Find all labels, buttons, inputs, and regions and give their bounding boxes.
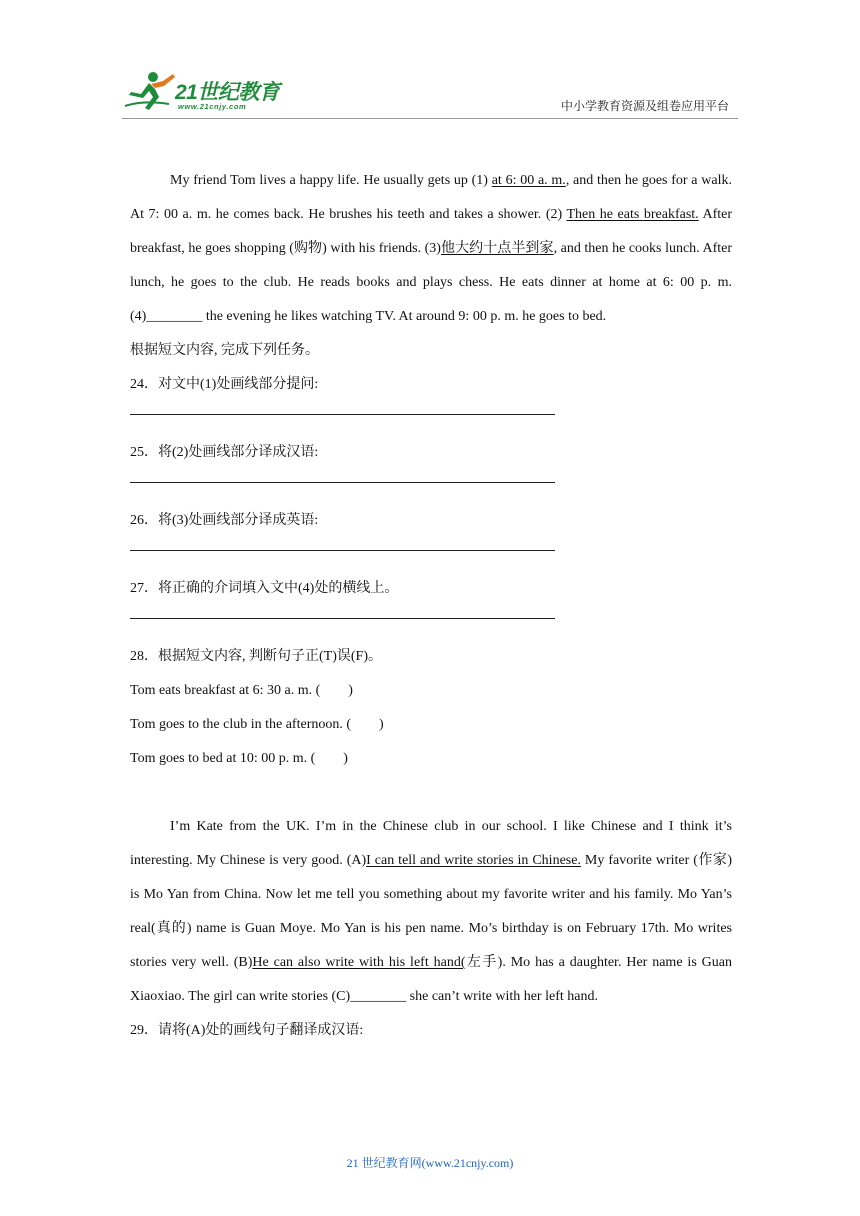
passage-2-text: 左手). Mo has a daughter. Her name is Guan Xiaoxiao. The girl can write stories (C)________ she can’t write with her left hand. [130, 955, 732, 1004]
header-divider [122, 118, 738, 119]
passage-1-text: My friend Tom lives a happy life. He usually gets up (1) [170, 173, 492, 188]
underline-b: He can also write with his left hand( [252, 955, 466, 970]
tf-item: Tom goes to bed at 10: 00 p. m. ( ) [130, 751, 348, 766]
passage-1-text: , and then he goes for a walk. At 7: 00 a. m. he comes back. He brushes his teeth and takes a shower. (2) [130, 173, 732, 222]
page-header [0, 0, 860, 130]
underline-2: Then he eats breakfast. [566, 207, 699, 222]
tf-item: Tom eats breakfast at 6: 30 a. m. ( ) [130, 683, 353, 698]
question-26: 26．将(3)处画线部分译成英语: [130, 513, 319, 528]
passage-1-text: After breakfast, he goes shopping (购物) with his friends. (3) [130, 207, 733, 256]
page-footer: 21 世纪教育网(www.21cnjy.com) [346, 1156, 514, 1170]
runner-logo-icon [123, 70, 179, 112]
logo-text: 21世纪教育 [175, 81, 280, 104]
passage-2 [130, 810, 732, 1014]
question-24: 24．对文中(1)处画线部分提问: [130, 377, 319, 392]
answer-line-24[interactable] [130, 414, 555, 415]
logo-subtext: www.21cnjy.com [178, 102, 247, 111]
platform-title: 中小学教育资源及组卷应用平台 [560, 99, 729, 113]
answer-line-25[interactable] [130, 482, 555, 483]
site-logo [123, 70, 293, 115]
underline-3: 他大约十点半到家 [440, 241, 554, 256]
underline-a: I can tell and write stories in Chinese. [366, 853, 581, 868]
passage-2-text: My favorite writer (作家) is Mo Yan from China. Now let me tell you something about my favorite writer and his family. Mo Yan’s real(真的) name is Guan Moye. Mo Yan is his pen name. Mo’s birthday is on February 17th. Mo writes stories very well. (B) [130, 853, 732, 970]
answer-line-27[interactable] [130, 618, 555, 619]
main-content [130, 164, 732, 1048]
answer-line-26[interactable] [130, 550, 555, 551]
passage-1-text: , and then he cooks lunch. After lunch, he goes to the club. He reads books and plays chess. He eats dinner at home at 6: 00 p. m. (4)________ the evening he likes watching TV. At around 9: 00 p. m. he goes to bed. [130, 241, 733, 324]
task-instruction: 根据短文内容, 完成下列任务。 [130, 343, 319, 358]
underline-1: at 6: 00 a. m. [491, 173, 566, 188]
question-29: 29．请将(A)处的画线句子翻译成汉语: [130, 1023, 364, 1038]
question-25: 25．将(2)处画线部分译成汉语: [130, 445, 319, 460]
question-28: 28．根据短文内容, 判断句子正(T)误(F)。 [130, 649, 382, 664]
question-27: 27．将正确的介词填入文中(4)处的横线上。 [130, 581, 399, 596]
passage-2-text: I’m Kate from the UK. I’m in the Chinese club in our school. I like Chinese and I think it’s interesting. My Chinese is very good. (A) [130, 819, 732, 868]
tf-item: Tom goes to the club in the afternoon. ( ) [130, 717, 384, 732]
passage-1 [130, 164, 732, 334]
